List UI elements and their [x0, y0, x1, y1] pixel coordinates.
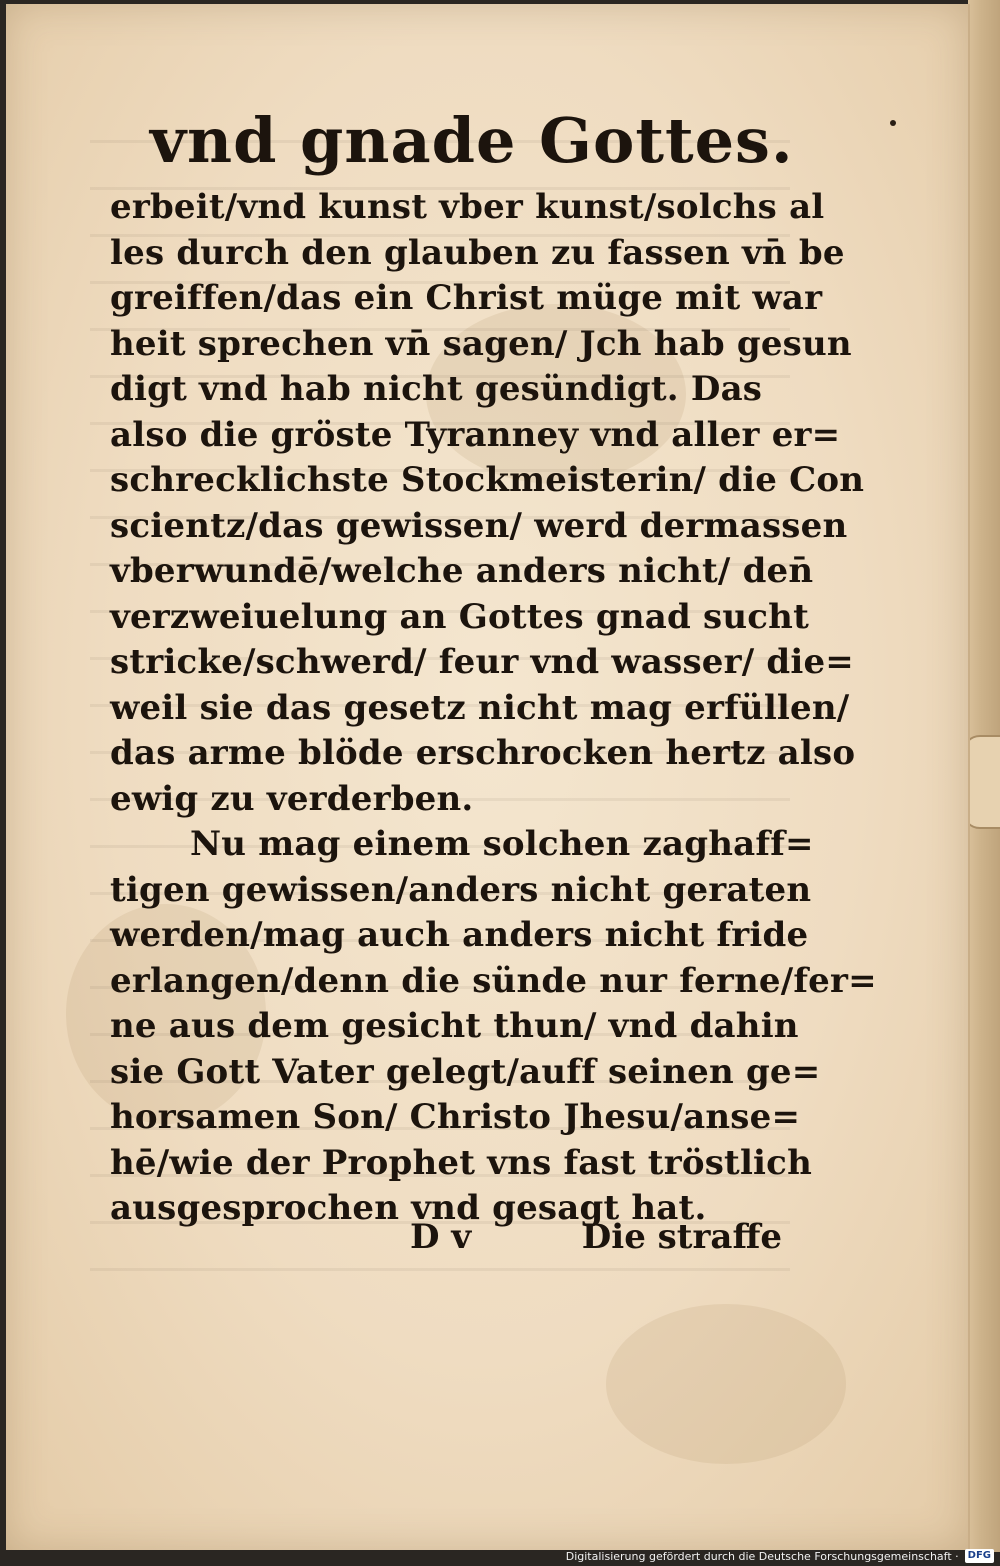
paragraph-start-line: Nu mag einem solchen zaghaff=	[190, 824, 814, 864]
paper-stain	[606, 1304, 846, 1464]
page-footer	[110, 1212, 790, 1262]
text-line: weil sie das gesetz nicht mag erfüllen/	[110, 687, 850, 728]
text-line: heit sprechen vn̄ sagen/ Jch hab gesun	[110, 323, 852, 364]
text-line: schrecklichste Stockmeisterin/ die Con	[110, 460, 865, 500]
text-line: erlangen/denn die sünde nur ferne/fer=	[110, 960, 877, 1001]
text-line: vberwundē/welche anders nicht/ den̄	[110, 551, 814, 591]
digitization-credit	[560, 1546, 1000, 1566]
text-line: horsamen Son/ Christo Jhesu/anse=	[110, 1097, 801, 1137]
text-line: ausgesprochen vnd gesagt hat.	[110, 1188, 707, 1228]
text-line: verzweiuelung an Gottes gnad sucht	[110, 596, 809, 637]
running-head: vnd gnade Gottes.	[150, 104, 794, 177]
signature-mark: D v	[410, 1217, 472, 1257]
dfg-logo: DFG	[965, 1549, 994, 1563]
text-line: digt vnd hab nicht gesündigt. Das	[110, 369, 763, 409]
text-line: tigen gewissen/anders nicht geraten	[110, 869, 812, 910]
text-line: ewig zu verderben.	[110, 778, 474, 819]
text-line: ne aus dem gesicht thun/ vnd dahin	[110, 1006, 799, 1046]
text-line: stricke/schwerd/ feur vnd wasser/ die=	[110, 642, 854, 682]
credit-text: Digitalisierung gefördert durch die Deutsche Forschungsgemeinschaft ·	[565, 1549, 959, 1563]
text-line: werden/mag auch anders nicht fride	[110, 915, 809, 955]
text-line: greiffen/das ein Christ müge mit war	[110, 278, 823, 318]
catchword: Die straffe	[581, 1217, 782, 1257]
text-line: scientz/das gewissen/ werd dermassen	[110, 505, 848, 546]
text-line: also die gröste Tyranney vnd aller er=	[110, 414, 841, 455]
text-line: sie Gott Vater gelegt/auff seinen ge=	[110, 1051, 821, 1092]
ink-dot	[890, 120, 896, 126]
body-text	[110, 185, 877, 1232]
text-line: les durch den glauben zu fassen vn̄ be	[110, 232, 845, 273]
text-line: hē/wie der Prophet vns fast tröstlich	[110, 1142, 812, 1183]
text-line: das arme blöde erschrocken hertz also	[110, 733, 856, 773]
text-line: erbeit/vnd kunst vber kunst/solchs al	[110, 187, 825, 227]
